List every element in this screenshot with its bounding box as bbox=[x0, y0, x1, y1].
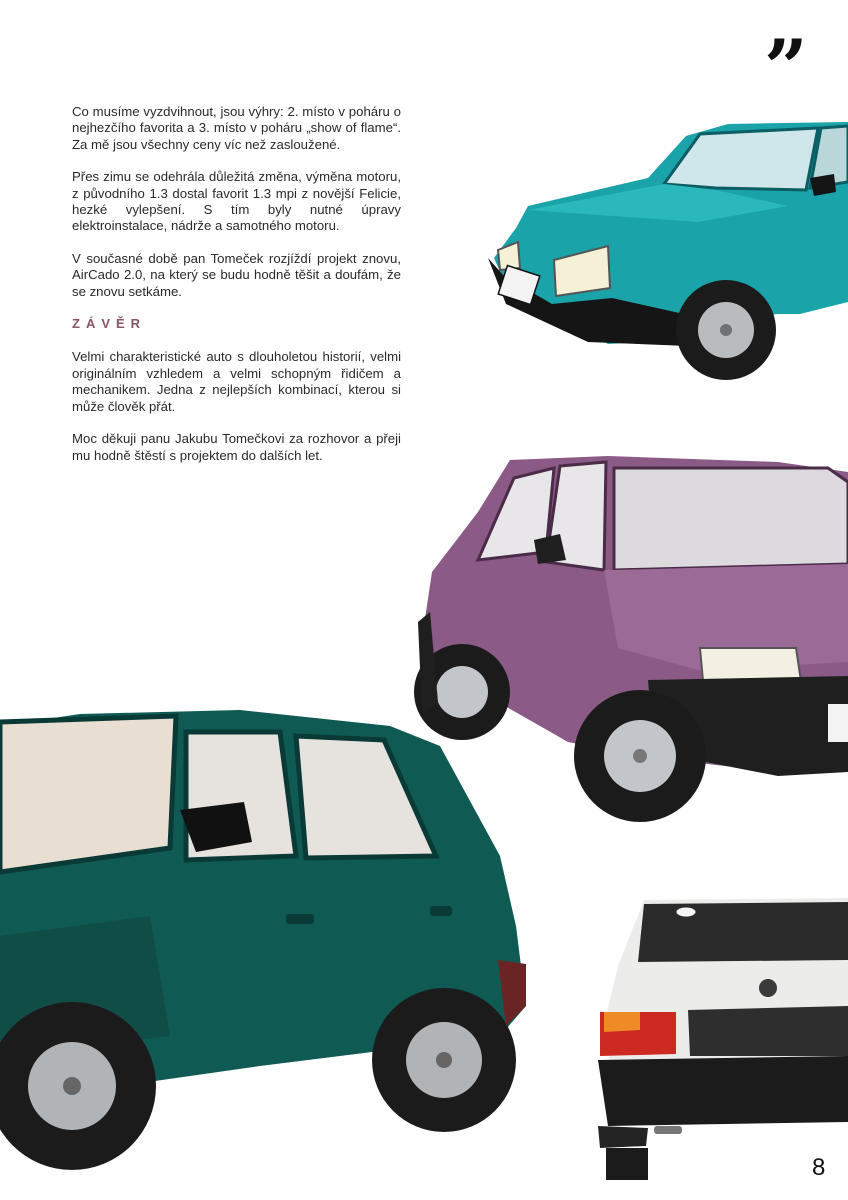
article-paragraph: V současné době pan Tomeček rozjíždí projekt znovu, AirCado 2.0, na který se budu hodně těšit a doufám, že se znovu setkáme. bbox=[72, 250, 401, 299]
closing-quote-icon: ” bbox=[764, 23, 808, 112]
article-paragraph: Co musíme vyzdvihnout, jsou výhry: 2. místo v poháru o nejhezčího favorita a 3. místo v poháru „show of flame“. Za mě jsou všechny ceny víc než zasloužené. bbox=[72, 104, 401, 152]
photo-teal-car bbox=[488, 118, 848, 388]
article-text bbox=[72, 104, 401, 480]
photo-green-car bbox=[0, 706, 530, 1182]
section-heading: ZÁVĚR bbox=[72, 316, 147, 332]
page-number: 8 bbox=[812, 1154, 826, 1181]
conclusion-paragraph: Velmi charakteristické auto s dlouholetou historií, velmi originálním vzhledem a velmi schopným řidičem a mechanikem. Jedna z nejlepších kombinací, kterou si může člověk přát. bbox=[72, 349, 401, 414]
conclusion-paragraph: Moc děkuji panu Jakubu Tomečkovi za rozhovor a přeji mu hodně štěstí s projektem do dalších let. bbox=[72, 431, 401, 463]
photo-white-car-rear bbox=[598, 896, 848, 1186]
article-paragraph: Přes zimu se odehrála důležitá změna, výměna motoru, z původního 1.3 dostal favorit 1.3 mpi z novější Felicie, hezké vylepšení. S tím byly nutné úpravy elektroinstalace, nádrže a samotného motoru. bbox=[72, 169, 401, 234]
